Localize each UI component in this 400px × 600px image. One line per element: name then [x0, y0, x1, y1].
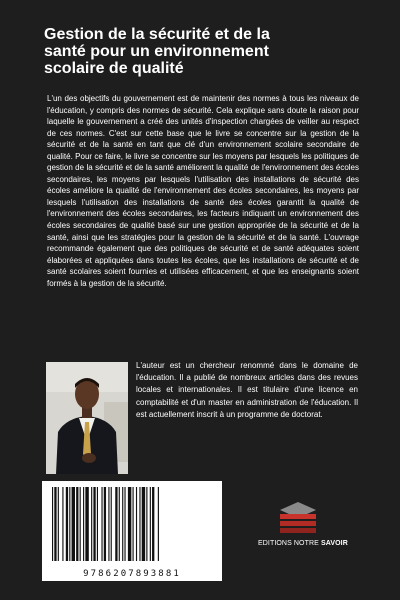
barcode-bar [124, 487, 125, 561]
barcode-bar [93, 487, 95, 561]
stacked-books-icon [278, 500, 318, 536]
author-bio: L'auteur est un chercheur renommé dans le domaine de l'éducation. Il a publié de nombreux articles dans des revues locales et internationales. Il est titulaire d'une licence en comptabilité et d'un master en administration de l'éducation. Il est actuellement inscrit à un programme de doctorat. [136, 361, 358, 419]
barcode-bar [91, 487, 92, 561]
barcode-bar [58, 487, 59, 561]
barcode-bar [111, 487, 112, 561]
publisher-name [258, 540, 350, 547]
barcode-bar [115, 487, 117, 561]
barcode-bar [142, 487, 145, 561]
barcode-bar [101, 487, 102, 561]
isbn-digits: 9786207893881 [83, 569, 181, 579]
book-summary: L'un des objectifs du gouvernement est de maintenir des normes à tous les niveaux de l'éducation, y compris des normes de sécurité. Cela explique sans doute la raison pour laquelle le gouvernement a créé des unités d'inspection chargées de veiller au respect de ces normes. C'est sur cette base que le livre se concentre sur la gestion de la sécurité et de la santé en tant que clé d'un environnement scolaire secondaire de qualité. Pour ce faire, le livre se concentre sur les moyens par lesquels les politiques de gestion de la sécurité et de la santé améliorent la qualité de l'environnement des écoles secondaires, les moyens par lesquels l'utilisation des installations de sécurité des écoles améliore la qualité de l'environnement des écoles secondaires, les moyens par lesquels l'utilisation des installations de santé des écoles garantit la qualité de l'environnement des écoles secondaires, les facteurs indiquant un environnement des écoles secondaires de qualité basé sur une gestion appropriée de la sécurité et de la santé, ainsi que les stratégies pour la gestion de la sécurité et de la santé. L'ouvrage recommande également que des politiques de sécurité et de santé adéquates soient élaborées et appliquées dans toutes les écoles, que les installations de sécurité et de santé scolaires soient fournies et utilisées efficacement, et que les enseignants soient formés à la gestion de la sécurité. [47, 94, 359, 288]
book-title-line: scolaire de qualité [44, 60, 184, 77]
barcode-bar [122, 487, 123, 561]
barcode-bar [128, 487, 131, 561]
barcode-bar [139, 487, 140, 561]
barcode-bar [76, 487, 78, 561]
publisher-name-bold: SAVOIR [320, 540, 348, 547]
barcode-bar [62, 487, 63, 561]
book-title [44, 26, 344, 77]
barcode-bar [72, 487, 75, 561]
barcode-bar [150, 487, 151, 561]
barcode-bar [83, 487, 84, 561]
isbn-barcode [42, 481, 222, 581]
publisher-prefix: EDITIONS NOTRE [258, 540, 319, 547]
barcode-bar [85, 487, 88, 561]
barcode-bar [52, 487, 53, 561]
barcode-bar [108, 487, 109, 561]
barcode-bar [54, 487, 56, 561]
barcode-bar [119, 487, 120, 561]
book-title-line: santé pour un environnement [44, 43, 269, 60]
barcode-bar [146, 487, 147, 561]
barcode-bar [133, 487, 134, 561]
barcode-bar [152, 487, 154, 561]
publisher-logo [258, 500, 348, 560]
author-photo [46, 362, 128, 474]
book-title-line: Gestion de la sécurité et de la [44, 26, 270, 43]
barcode-bar [97, 487, 98, 561]
barcode-bar [69, 487, 70, 561]
barcode-bar [136, 487, 137, 561]
barcode-bar [66, 487, 68, 561]
barcode-bar [104, 487, 106, 561]
barcode-bar [158, 487, 159, 561]
barcode-bar [80, 487, 81, 561]
